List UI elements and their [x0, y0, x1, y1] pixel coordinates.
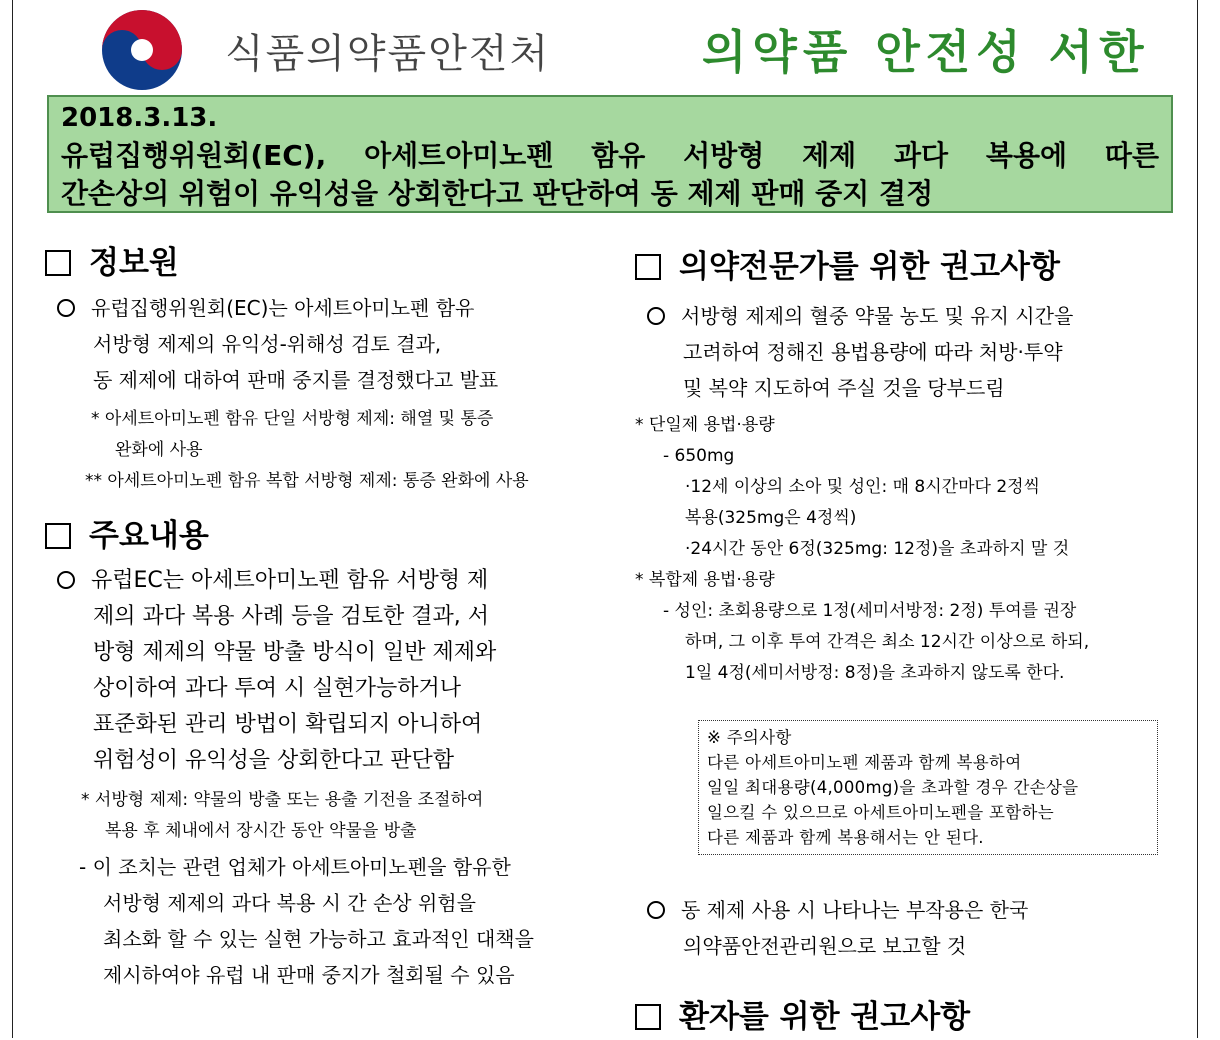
- paragraph-line: 고려하여 정해진 용법용량에 따라 처방·투약: [683, 340, 1063, 364]
- single-dose-section: [635, 410, 1180, 565]
- caution-line: 일일 최대용량(4,000mg)을 초과할 경우 간손상을: [707, 778, 1079, 797]
- paragraph-line: 의약품안전관리원으로 보고할 것: [683, 934, 967, 958]
- circle-bullet-icon: [647, 307, 665, 325]
- professional-recommendation-paragraph: [635, 298, 1180, 406]
- summary-box: [47, 95, 1173, 213]
- paragraph-line: 제의 과다 복용 사례 등을 검토한 결과, 서: [93, 604, 489, 629]
- combination-dose-section: [635, 565, 1180, 689]
- page-border-left: [12, 0, 13, 1038]
- paragraph-line: - 이 조치는 관련 업체가 아세트아미노펜을 함유한: [79, 855, 511, 879]
- paragraph-line: 서방형 제제의 혈중 약물 농도 및 유지 시간을: [647, 298, 1180, 334]
- checkbox-square-icon: [635, 254, 661, 280]
- main-content-paragraph: [45, 563, 590, 779]
- professional-recommendation-title: 의약전문가를 위한 권고사항: [635, 244, 1180, 290]
- dose-line: - 성인: 초회용량으로 1정(세미서방정: 2정) 투여를 권장: [663, 601, 1077, 621]
- footnote-line: 복용 후 체내에서 장시간 동안 약물을 방출: [105, 821, 417, 841]
- dose-subheading: - 650mg: [663, 446, 735, 466]
- dose-line: 하며, 그 이후 투여 간격은 최소 12시간 이상으로 하되,: [685, 632, 1090, 652]
- caution-box: [698, 720, 1158, 855]
- organization-name: 식품의약품안전처: [225, 31, 551, 77]
- dose-heading: * 복합제 용법·용량: [635, 570, 775, 590]
- dose-line: ·12세 이상의 소아 및 성인: 매 8시간마다 2정씩: [685, 477, 1040, 497]
- main-content-section-title: 주요내용: [45, 513, 590, 559]
- dose-heading: * 단일제 용법·용량: [635, 415, 775, 435]
- right-column: [635, 240, 1180, 1035]
- patient-recommendation-title: 환자를 위한 권고사항: [635, 994, 970, 1040]
- summary-date: 2018.3.13.: [61, 103, 218, 133]
- source-paragraph: [45, 290, 590, 398]
- checkbox-square-icon: [45, 250, 71, 276]
- footnote-line: ** 아세트아미노펜 함유 복합 서방형 제제: 통증 완화에 사용: [85, 471, 529, 491]
- circle-bullet-icon: [57, 571, 75, 589]
- paragraph-line: 동 제제에 대하여 판매 중지를 결정했다고 발표: [93, 368, 499, 392]
- checkbox-square-icon: [45, 523, 71, 549]
- dose-line: ·24시간 동안 6정(325mg: 12정)을 초과하지 말 것: [685, 539, 1070, 559]
- paragraph-line: 표준화된 관리 방법이 확립되지 아니하여: [93, 712, 483, 737]
- caution-line: 다른 제품과 함께 복용해서는 안 된다.: [707, 828, 984, 847]
- left-column: [45, 240, 590, 993]
- paragraph-line: 위험성이 유익성을 상회한다고 판단함: [93, 748, 455, 773]
- caution-line: 일으킬 수 있으므로 아세트아미노펜을 포함하는: [707, 803, 1054, 822]
- paragraph-line: 제시하여야 유럽 내 판매 중지가 철회될 수 있음: [103, 963, 515, 987]
- circle-bullet-icon: [647, 901, 665, 919]
- footnote-line: 완화에 사용: [115, 440, 203, 460]
- government-emblem-icon: [100, 8, 184, 92]
- document-type-title: 의약품 안전성 서한: [702, 25, 1150, 79]
- source-section-title: 정보원: [45, 240, 590, 286]
- paragraph-line: 서방형 제제의 유익성-위해성 검토 결과,: [93, 332, 442, 356]
- letter-header: [0, 0, 1220, 92]
- paragraph-line: 동 제제 사용 시 나타나는 부작용은 한국: [647, 892, 1028, 928]
- paragraph-line: 유럽집행위원회(EC)는 아세트아미노펜 함유: [57, 290, 590, 326]
- summary-headline-line-1: 유럽집행위원회(EC), 아세트아미노펜 함유 서방형 제제 과다 복용에 따른: [61, 139, 1159, 172]
- dose-line: 1일 4정(세미서방정: 8정)을 초과하지 않도록 한다.: [685, 663, 1065, 683]
- caution-title: ※ 주의사항: [707, 728, 792, 747]
- footnote-line: * 아세트아미노펜 함유 단일 서방형 제제: 해열 및 통증: [91, 409, 494, 429]
- footnote-line: * 서방형 제제: 약물의 방출 또는 용출 기전을 조절하여: [81, 790, 484, 810]
- adverse-event-report-paragraph: [647, 892, 1028, 964]
- paragraph-line: 유럽EC는 아세트아미노펜 함유 서방형 제: [57, 563, 590, 599]
- checkbox-square-icon: [635, 1004, 661, 1030]
- caution-line: 다른 아세트아미노펜 제품과 함께 복용하여: [707, 753, 1022, 772]
- dose-line: 복용(325mg은 4정씩): [685, 508, 857, 528]
- measure-paragraph: [45, 849, 590, 993]
- main-content-footnotes: [45, 785, 590, 847]
- paragraph-line: 방형 제제의 약물 방출 방식이 일반 제제와: [93, 640, 497, 665]
- page-border-right: [1197, 0, 1198, 1038]
- paragraph-line: 및 복약 지도하여 주실 것을 당부드림: [683, 376, 1005, 400]
- paragraph-line: 상이하여 과다 투여 시 실현가능하거나: [93, 676, 462, 701]
- source-footnotes: [45, 404, 590, 497]
- paragraph-line: 최소화 할 수 있는 실현 가능하고 효과적인 대책을: [103, 927, 534, 951]
- paragraph-line: 서방형 제제의 과다 복용 시 간 손상 위험을: [103, 891, 476, 915]
- summary-headline-line-2: 간손상의 위험이 유익성을 상회한다고 판단하여 동 제제 판매 중지 결정: [61, 177, 934, 210]
- circle-bullet-icon: [57, 299, 75, 317]
